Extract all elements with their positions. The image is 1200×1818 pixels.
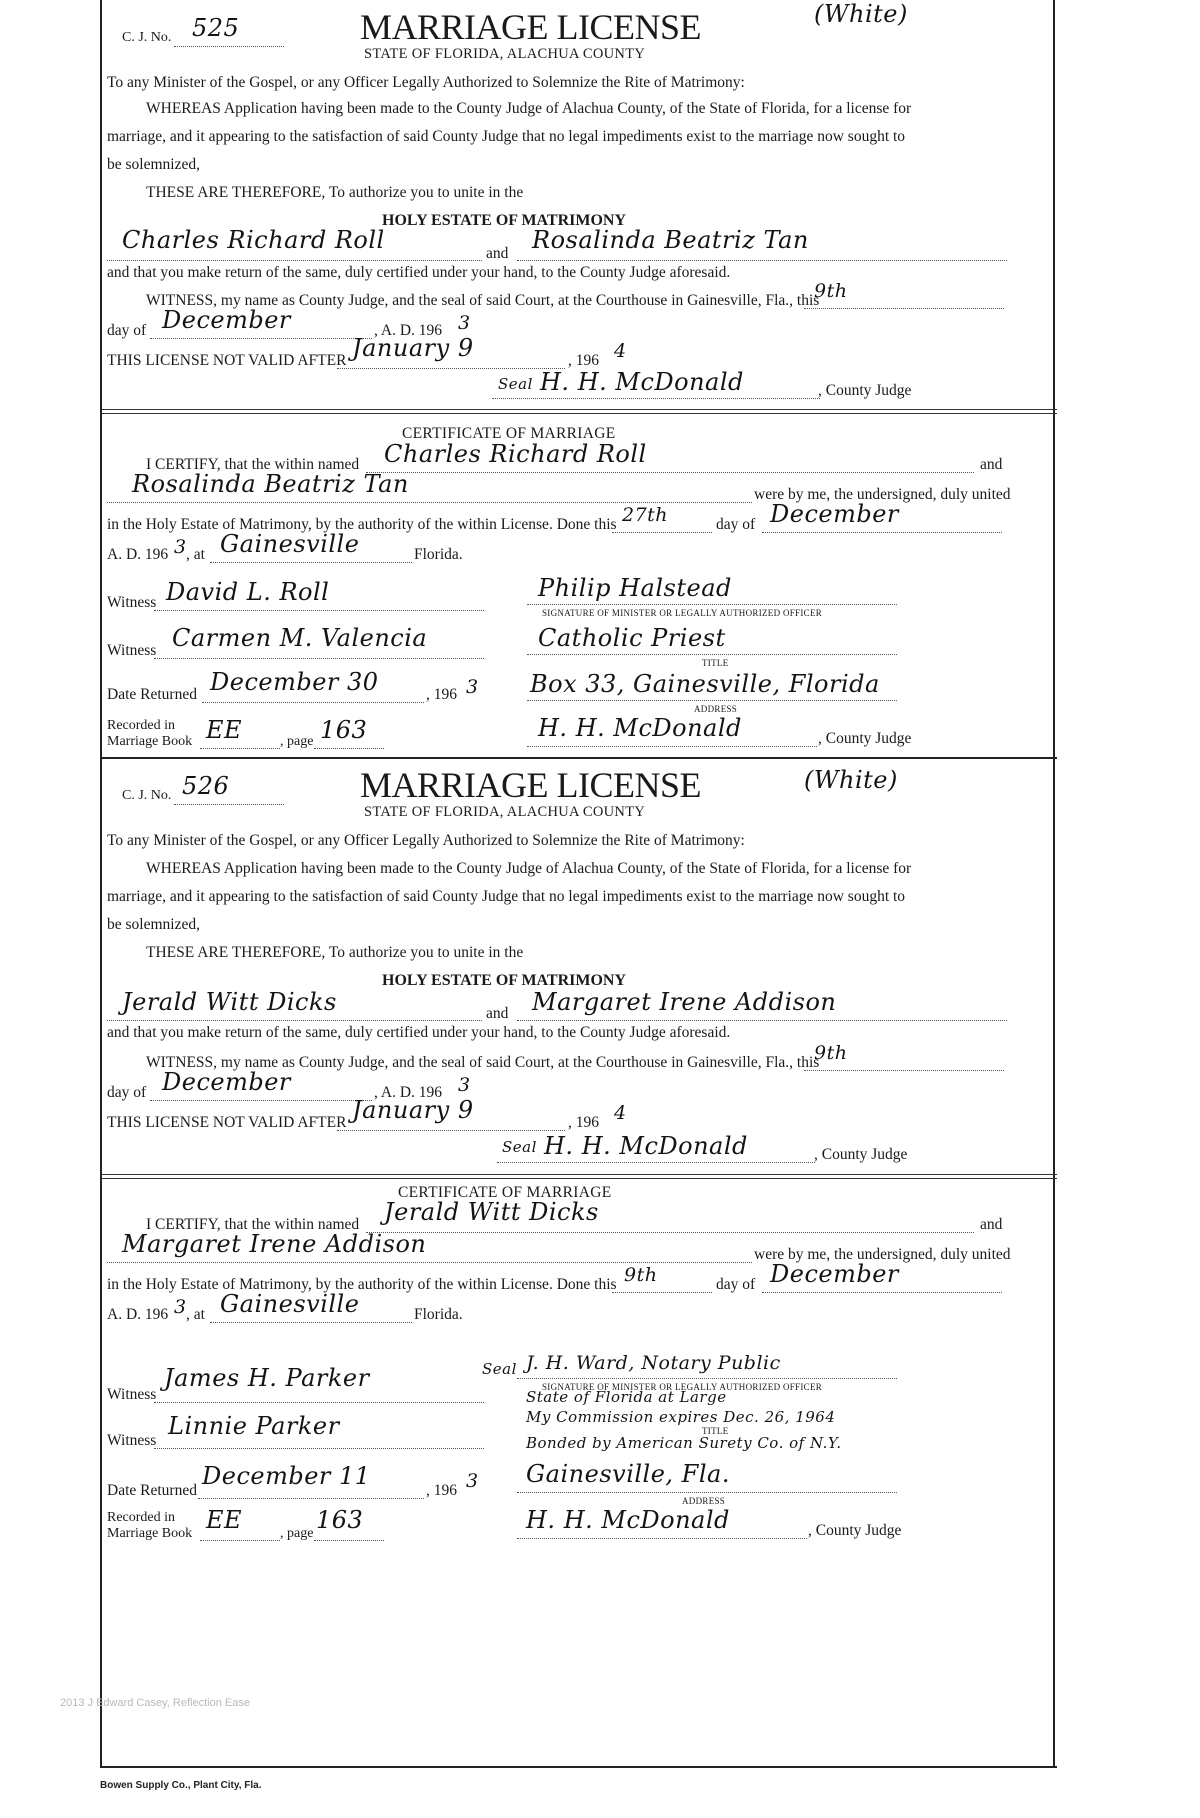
cj-no-label: C. J. No. <box>122 788 172 803</box>
date-returned-value: December 11 <box>202 1462 371 1490</box>
done-day-of-label: day of <box>716 516 756 533</box>
day-of-label: day of <box>107 1084 147 1101</box>
and-label: and <box>486 1005 509 1022</box>
not-valid-date: January 9 <box>352 1096 474 1124</box>
done-month: December <box>770 500 899 528</box>
groom-name: Jerald Witt Dicks <box>122 988 337 1016</box>
done-day: 27th <box>622 504 669 526</box>
not-valid-year-label: , 196 <box>568 352 599 369</box>
marriage-book-label: Marriage Book <box>107 1526 193 1541</box>
witness-2-label: Witness <box>107 642 157 659</box>
not-valid-label: THIS LICENSE NOT VALID AFTER <box>107 352 347 369</box>
witness-1-label: Witness <box>107 1386 157 1403</box>
cj-no-value: 526 <box>182 772 230 800</box>
bride-name: Rosalinda Beatriz Tan <box>532 226 809 254</box>
whereas-line-1: WHEREAS Application having been made to the County Judge of Alachua County, of the State of Florida, for a license for <box>146 860 912 877</box>
witness-2-name: Linnie Parker <box>168 1412 340 1440</box>
book-value: EE <box>206 716 243 744</box>
certificate-heading: CERTIFICATE OF MARRIAGE <box>402 425 616 442</box>
cert-and-label: and <box>980 1216 1003 1233</box>
recorded-in-label: Recorded in <box>107 1510 176 1525</box>
cert-groom-name: Charles Richard Roll <box>384 440 647 468</box>
page-value: 163 <box>320 716 368 744</box>
whereas-line-1: WHEREAS Application having been made to the County Judge of Alachua County, of the State of Florida, for a license for <box>146 100 912 117</box>
at-label: , at <box>186 1306 205 1323</box>
address-label: ADDRESS <box>682 1496 726 1506</box>
marriage-license-526 <box>102 760 1057 1768</box>
witness-2-name: Carmen M. Valencia <box>172 624 428 652</box>
officer-title-2: My Commission expires Dec. 26, 1964 <box>526 1408 836 1426</box>
officer-address: Gainesville, Fla. <box>526 1460 730 1488</box>
recorder-county-judge-label: , County Judge <box>818 730 912 747</box>
judge-signature: H. H. McDonald <box>544 1132 748 1160</box>
seal-mark: Seal <box>502 1138 537 1156</box>
return-line: and that you make return of the same, duly certified under your hand, to the County Judge aforesaid. <box>107 1024 731 1041</box>
returned-year-label: , 196 <box>426 686 457 703</box>
officer-title-1: State of Florida at Large <box>526 1388 727 1406</box>
page-label: , page <box>280 734 314 749</box>
witness-1-name: David L. Roll <box>166 578 330 606</box>
witness-month: December <box>162 1068 291 1096</box>
were-united-label: were by me, the undersigned, duly united <box>754 486 1011 503</box>
not-valid-year-digit: 4 <box>614 340 627 362</box>
holy-estate-heading: HOLY ESTATE OF MATRIMONY <box>382 972 627 989</box>
cert-and-label: and <box>980 456 1003 473</box>
cj-no-label: C. J. No. <box>122 30 172 45</box>
holy-estate-line: in the Holy Estate of Matrimony, by the authority of the within License. Done this <box>107 1276 617 1293</box>
witness-1-name: James H. Parker <box>164 1364 370 1392</box>
whereas-line-2: marriage, and it appearing to the satisfaction of said County Judge that no legal impediments exist to the marriage now sought to <box>107 128 906 145</box>
cert-bride-name: Margaret Irene Addison <box>122 1230 427 1258</box>
license-year-digit: 3 <box>458 1074 471 1096</box>
page-label: , page <box>280 1526 314 1541</box>
done-year-digit: 3 <box>174 536 187 558</box>
were-united-label: were by me, the undersigned, duly united <box>754 1246 1011 1263</box>
signature-label: SIGNATURE OF MINISTER OR LEGALLY AUTHORIZED OFFICER <box>542 1382 823 1392</box>
address-label: ADDRESS <box>694 704 738 714</box>
race-note: (White) <box>804 766 898 794</box>
officer-signature: Philip Halstead <box>538 574 732 602</box>
officer-title: Catholic Priest <box>538 624 726 652</box>
ad-label: , A. D. 196 <box>374 322 443 339</box>
recorder-signature: H. H. McDonald <box>526 1506 730 1534</box>
witness-1-label: Witness <box>107 594 157 611</box>
cert-groom-name: Jerald Witt Dicks <box>384 1198 599 1226</box>
recorded-in-label: Recorded in <box>107 718 176 733</box>
license-title: MARRIAGE LICENSE <box>360 7 701 47</box>
day-of-label: day of <box>107 322 147 339</box>
license-year-digit: 3 <box>458 312 471 334</box>
returned-year-digit: 3 <box>466 1470 479 1492</box>
witness-day: 9th <box>814 280 848 302</box>
watermark: 2013 J Edward Casey, Reflection Ease <box>60 1697 250 1709</box>
witness-day: 9th <box>814 1042 848 1064</box>
officer-seal-mark: Seal <box>482 1360 517 1378</box>
judge-signature: H. H. McDonald <box>540 368 744 396</box>
done-day: 9th <box>624 1264 658 1286</box>
whereas-line-3: be solemnized, <box>107 916 200 933</box>
race-note: (White) <box>814 0 908 28</box>
therefore-line: THESE ARE THEREFORE, To authorize you to unite in the <box>146 944 524 961</box>
done-day-of-label: day of <box>716 1276 756 1293</box>
title-label: TITLE <box>702 1426 729 1436</box>
printer-imprint: Bowen Supply Co., Plant City, Fla. <box>100 1780 262 1791</box>
done-ad-label: A. D. 196 <box>107 1306 169 1323</box>
holy-estate-line: in the Holy Estate of Matrimony, by the authority of the within License. Done this <box>107 516 617 533</box>
witness-judge-line: WITNESS, my name as County Judge, and the seal of said Court, at the Courthouse in Gainesville, Fla., this <box>146 1054 820 1071</box>
date-returned-label: Date Returned <box>107 686 197 703</box>
date-returned-value: December 30 <box>210 668 379 696</box>
therefore-line: THESE ARE THEREFORE, To authorize you to unite in the <box>146 184 524 201</box>
not-valid-date: January 9 <box>352 334 474 362</box>
officer-address: Box 33, Gainesville, Florida <box>530 670 880 698</box>
cert-bride-name: Rosalinda Beatriz Tan <box>132 470 409 498</box>
license-subtitle: STATE OF FLORIDA, ALACHUA COUNTY <box>364 804 646 820</box>
whereas-line-3: be solemnized, <box>107 156 200 173</box>
signature-label: SIGNATURE OF MINISTER OR LEGALLY AUTHORIZED OFFICER <box>542 608 823 618</box>
return-line: and that you make return of the same, duly certified under your hand, to the County Judge aforesaid. <box>107 264 731 281</box>
date-returned-label: Date Returned <box>107 1482 197 1499</box>
title-label: TITLE <box>702 658 729 668</box>
seal-mark: Seal <box>498 375 533 393</box>
florida-label: Florida. <box>414 546 463 563</box>
address-line: To any Minister of the Gospel, or any Officer Legally Authorized to Solemnize the Rite of Matrimony: <box>107 74 745 91</box>
county-judge-label: , County Judge <box>814 1146 908 1163</box>
not-valid-year-label: , 196 <box>568 1114 599 1131</box>
returned-year-digit: 3 <box>466 676 479 698</box>
license-title: MARRIAGE LICENSE <box>360 765 701 805</box>
done-place: Gainesville <box>220 1290 360 1318</box>
done-place: Gainesville <box>220 530 360 558</box>
marriage-book-label: Marriage Book <box>107 734 193 749</box>
returned-year-label: , 196 <box>426 1482 457 1499</box>
page-value: 163 <box>316 1506 364 1534</box>
witness-2-label: Witness <box>107 1432 157 1449</box>
cj-no-value: 525 <box>192 14 240 42</box>
officer-title-3: Bonded by American Surety Co. of N.Y. <box>526 1434 842 1452</box>
county-judge-label: , County Judge <box>818 382 912 399</box>
document-page <box>100 0 1055 1768</box>
holy-estate-heading: HOLY ESTATE OF MATRIMONY <box>382 212 627 229</box>
address-line: To any Minister of the Gospel, or any Officer Legally Authorized to Solemnize the Rite of Matrimony: <box>107 832 745 849</box>
at-label: , at <box>186 546 205 563</box>
recorder-county-judge-label: , County Judge <box>808 1522 902 1539</box>
done-year-digit: 3 <box>174 1296 187 1318</box>
ad-label: , A. D. 196 <box>374 1084 443 1101</box>
done-ad-label: A. D. 196 <box>107 546 169 563</box>
bride-name: Margaret Irene Addison <box>532 988 837 1016</box>
license-subtitle: STATE OF FLORIDA, ALACHUA COUNTY <box>364 46 646 62</box>
whereas-line-2: marriage, and it appearing to the satisfaction of said County Judge that no legal impediments exist to the marriage now sought to <box>107 888 906 905</box>
and-label: and <box>486 245 509 262</box>
recorder-signature: H. H. McDonald <box>538 714 742 742</box>
certify-label: I CERTIFY, that the within named <box>146 1216 360 1233</box>
done-month: December <box>770 1260 899 1288</box>
witness-month: December <box>162 306 291 334</box>
certify-label: I CERTIFY, that the within named <box>146 456 360 473</box>
groom-name: Charles Richard Roll <box>122 226 385 254</box>
certificate-heading: CERTIFICATE OF MARRIAGE <box>398 1184 612 1201</box>
florida-label: Florida. <box>414 1306 463 1323</box>
book-value: EE <box>206 1506 243 1534</box>
not-valid-label: THIS LICENSE NOT VALID AFTER <box>107 1114 347 1131</box>
witness-judge-line: WITNESS, my name as County Judge, and the seal of said Court, at the Courthouse in Gainesville, Fla., this <box>146 292 820 309</box>
officer-signature: J. H. Ward, Notary Public <box>526 1352 781 1374</box>
not-valid-year-digit: 4 <box>614 1102 627 1124</box>
